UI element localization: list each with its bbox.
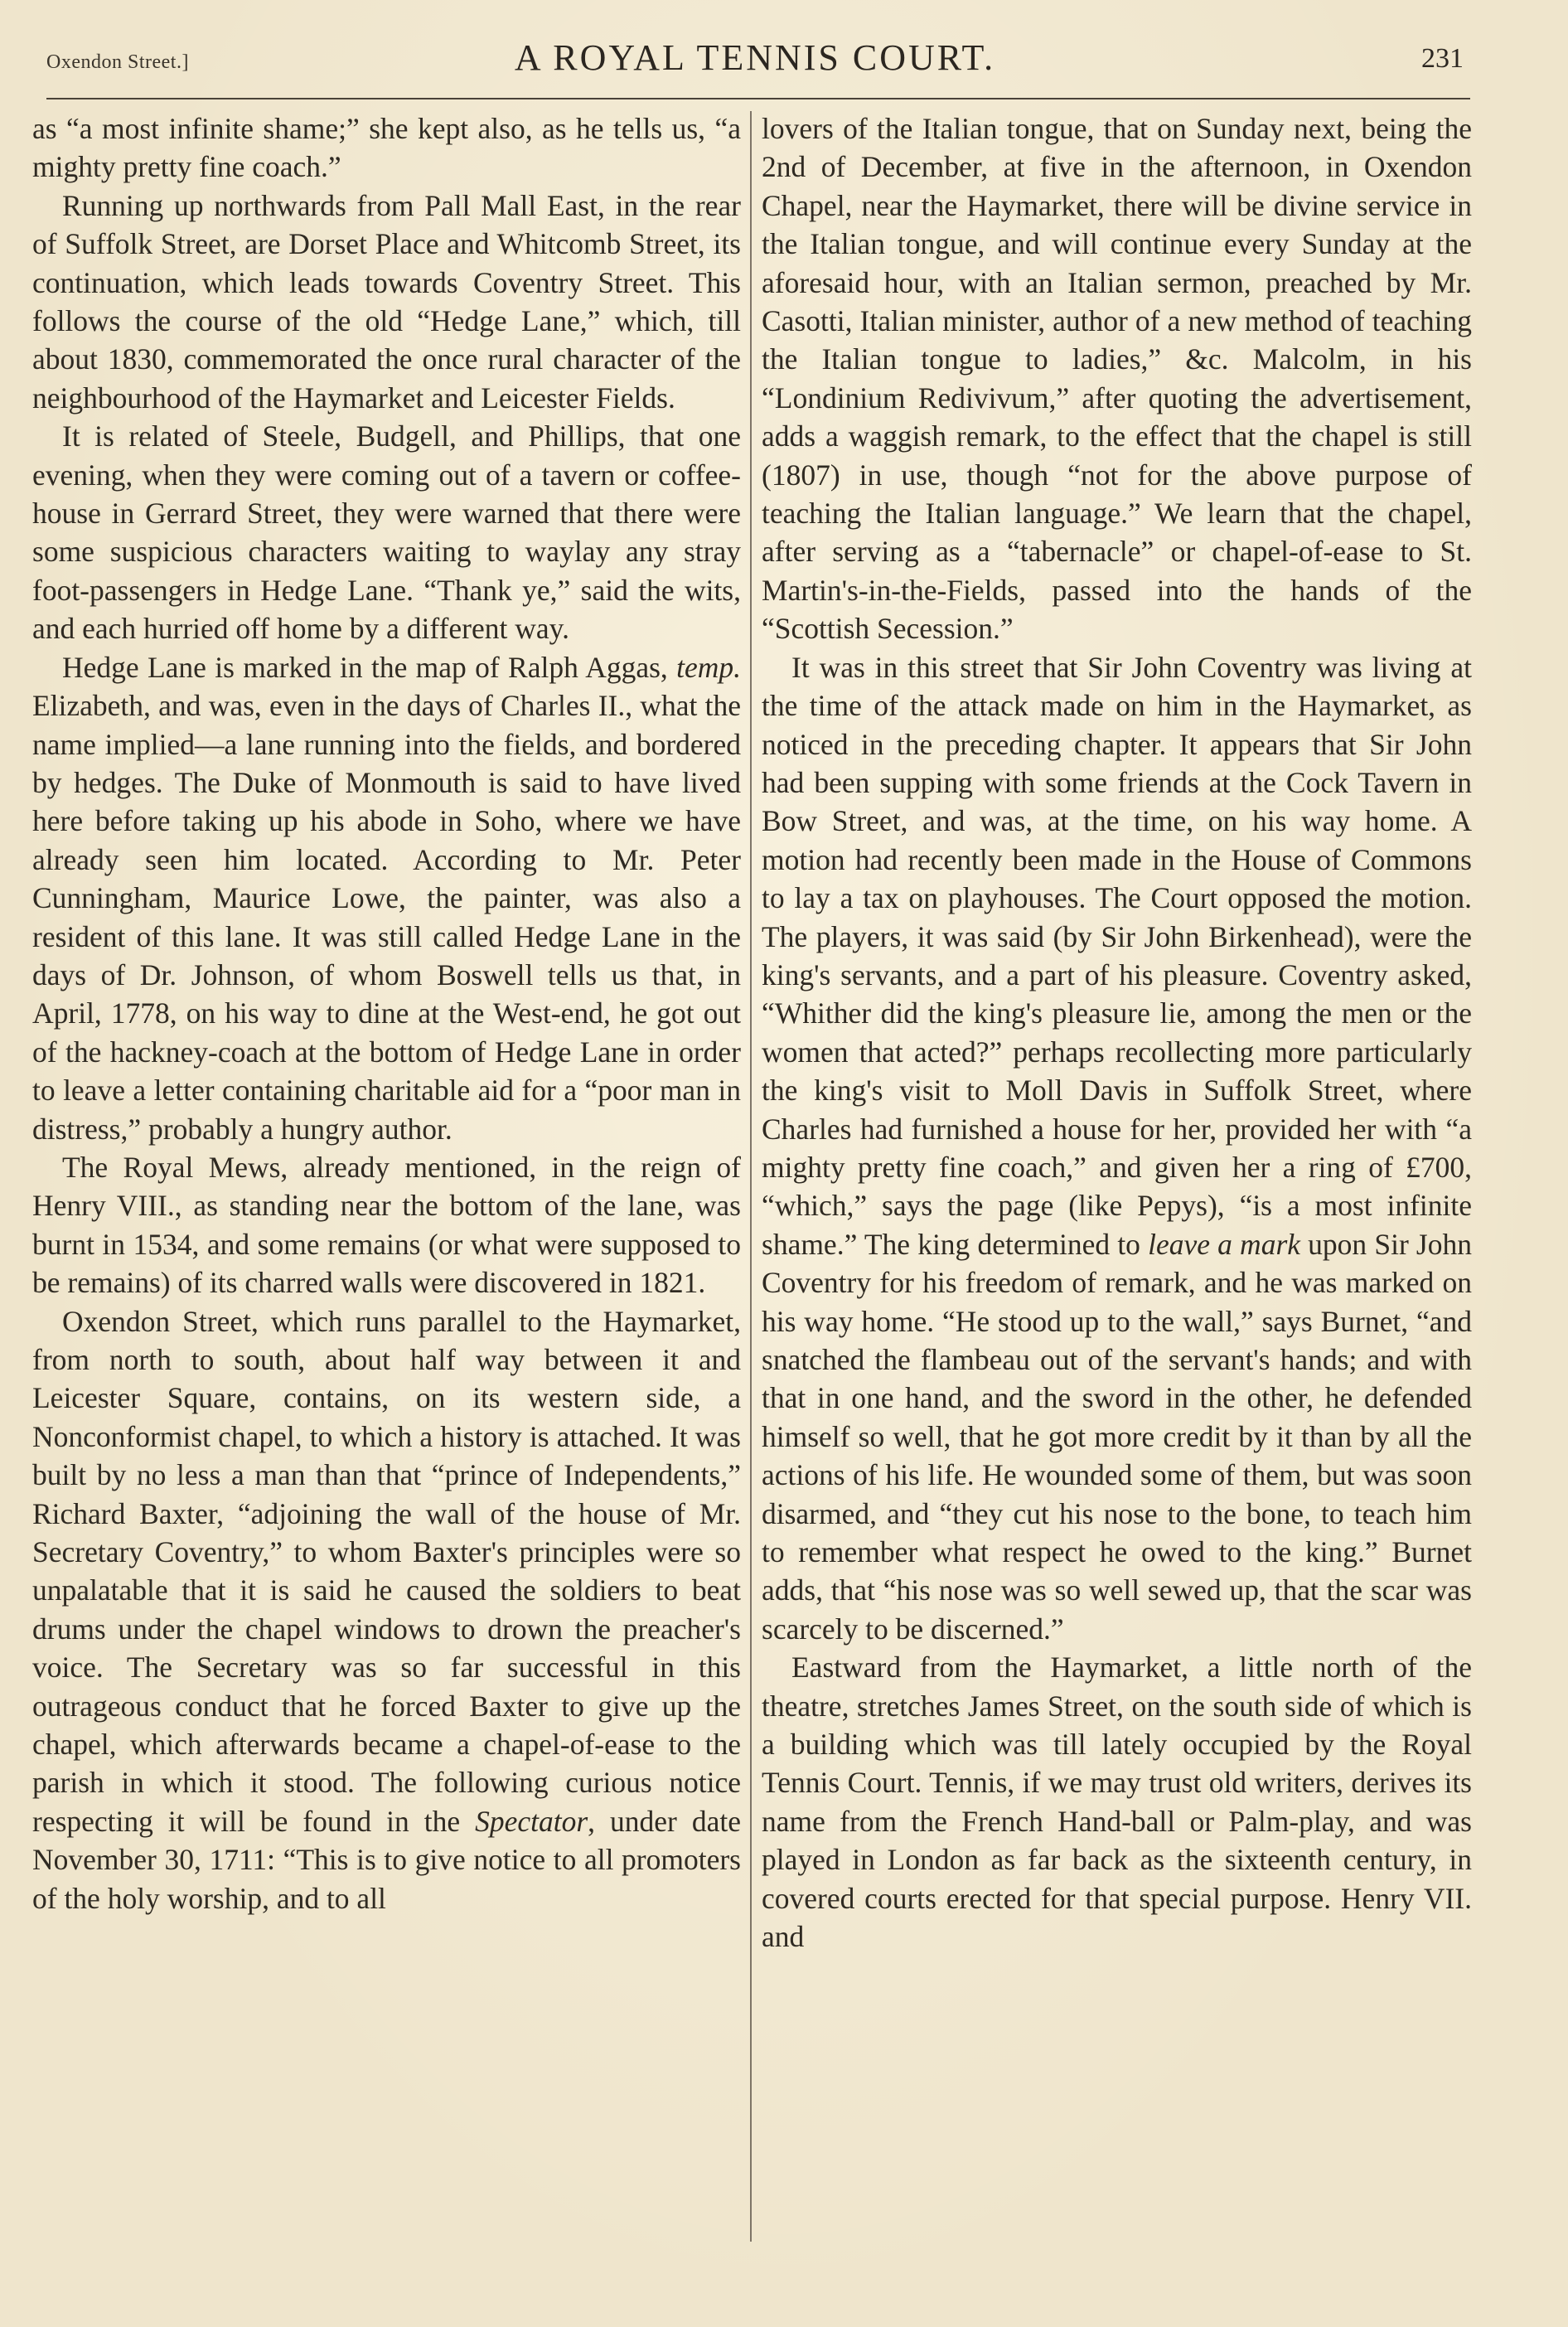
right-column (762, 109, 1472, 2215)
paragraph: It is related of Steele, Budgell, and Phillips, that one evening, when they were coming out of a tavern or coffee-house in Gerrard Street, they were warned that there were some suspicious characters waiting to waylay any stray foot-passengers in Hedge Lane. “Thank ye,” said the wits, and each hurried off home by a different way. (32, 419, 741, 646)
header-rule (46, 98, 1470, 99)
page-number: 231 (1421, 43, 1464, 74)
italic-text: Spectator (475, 1804, 588, 1838)
paragraph: The Royal Mews, already mentioned, in the reign of Henry VIII., as standing near the bottom of the lane, was burnt in 1534, and some remains (or what were supposed to be remains) of its charred walls were discovered in 1821. (32, 1150, 741, 1300)
text-run: Hedge Lane is marked in the map of Ralph Aggas, (62, 650, 677, 684)
paragraph (32, 648, 741, 1148)
paragraph (762, 648, 1472, 1649)
paragraph: Eastward from the Haymarket, a little north of the theatre, stretches James Street, on the south side of which is a building which was till lately occupied by the Royal Tennis Court. Tennis, if we may trust old writers, derives its name from the French Hand-ball or Palm-play, and was played in London as far back as the sixteenth century, in covered courts erected for that special purpose. Henry VII. and (762, 1651, 1472, 1954)
text-run: It was in this street that Sir John Coventry was living at the time of the attack made on him in the Haymarket, as noticed in the preceding chapter. It appears that Sir John had been supping with some friends at the Cock Tavern in Bow Street, and was, at the time, on his way home. A motion had recently been made in the House of Commons to lay a tax on playhouses. The Court opposed the motion. The players, it was said (by Sir John Birkenhead), were the king's servants, and a part of his pleasure. Coventry asked, “Whither did the king's pleasure lie, among the men or the women that acted?” perhaps recollecting more particularly the king's visit to Moll Davis in Suffolk Street, where Charles had furnished a house for her, provided her with “a mighty pretty fine coach,” and given her a ring of £700, “which,” says the page (like Pepys), “is a most infinite shame.” The king determined to (762, 650, 1472, 1261)
text-run: , under date November 30, 1711: “This is to give notice to all promoters of the holy worship, and to all (32, 1804, 741, 1915)
column-divider (750, 111, 752, 2242)
paragraph: as “a most infinite shame;” she kept also, as he tells us, “a mighty pretty fine coach.” (32, 112, 741, 184)
paragraph: Running up northwards from Pall Mall East, in the rear of Suffolk Street, are Dorset Place and Whitcomb Street, its continuation, which leads towards Coventry Street. This follows the course of the old “Hedge Lane,” which, till about 1830, commemorated the once rural character of the neighbourhood of the Haymarket and Leicester Fields. (32, 188, 741, 414)
paragraph (32, 1302, 741, 1918)
running-head: Oxendon Street.] (46, 51, 189, 73)
page-header (46, 36, 1464, 86)
italic-text: leave a mark (1148, 1227, 1301, 1261)
page-title: A ROYAL TENNIS COURT. (514, 37, 996, 78)
left-column (32, 109, 741, 2215)
text-run: Elizabeth, and was, even in the days of Charles II., what the name implied—a lane running into the fields, and bordered by hedges. The Duke of Monmouth is said to have lived here before taking up his abode in Soho, where we have already seen him located. According to Mr. Peter Cunningham, Maurice Lowe, the painter, was also a resident of this lane. It was still called Hedge Lane in the days of Dr. Johnson, of whom Boswell tells us that, in April, 1778, on his way to dine at the West-end, he got out of the hackney-coach at the bottom of Hedge Lane in order to leave a letter containing charitable aid for a “poor man in distress,” probably a hungry author. (32, 689, 741, 1146)
paragraph: lovers of the Italian tongue, that on Sunday next, being the 2nd of December, at five in the afternoon, in Oxendon Chapel, near the Haymarket, there will be divine service in the Italian tongue, and will continue every Sunday at the aforesaid hour, with an Italian sermon, preached by Mr. Casotti, Italian minister, author of a new method of teaching the Italian tongue to ladies,” &c. Malcolm, in his “Londinium Redivivum,” after quoting the advertisement, adds a waggish remark, to the effect that the chapel is still (1807) in use, though “not for the above purpose of teaching the Italian language.” We learn that the chapel, after serving as a “tabernacle” or chapel-of-ease to St. Martin's-in-the-Fields, passed into the hands of the “Scottish Secession.” (762, 112, 1472, 646)
italic-text: temp. (676, 650, 741, 684)
text-run: upon Sir John Coventry for his freedom of remark, and he was marked on his way home. “He stood up to the wall,” says Burnet, “and snatched the flambeau out of the servant's hands; and with that in one hand, and the sword in the other, he defended himself so well, that he got more credit by it than by all the actions of his life. He wounded some of them, but was soon disarmed, and “they cut his nose to the bone, to teach him to remember what respect he owed to the king.” Burnet adds, that “his nose was so well sewed up, that the scar was scarcely to be discerned.” (762, 1227, 1472, 1646)
text-run: Oxendon Street, which runs parallel to the Haymarket, from north to south, about half way between it and Leicester Square, contains, on its western side, a Nonconformist chapel, to which a history is attached. It was built by no less a man than that “prince of Independents,” Richard Baxter, “adjoining the wall of the house of Mr. Secretary Coventry,” to whom Baxter's principles were so unpalatable that it is said he caused the soldiers to beat drums under the chapel windows to drown the preacher's voice. The Secretary was so far successful in this outrageous conduct that he forced Baxter to give up the chapel, which afterwards became a chapel-of-ease to the parish in which it stood. The following curious notice respecting it will be found in the (32, 1304, 741, 1838)
